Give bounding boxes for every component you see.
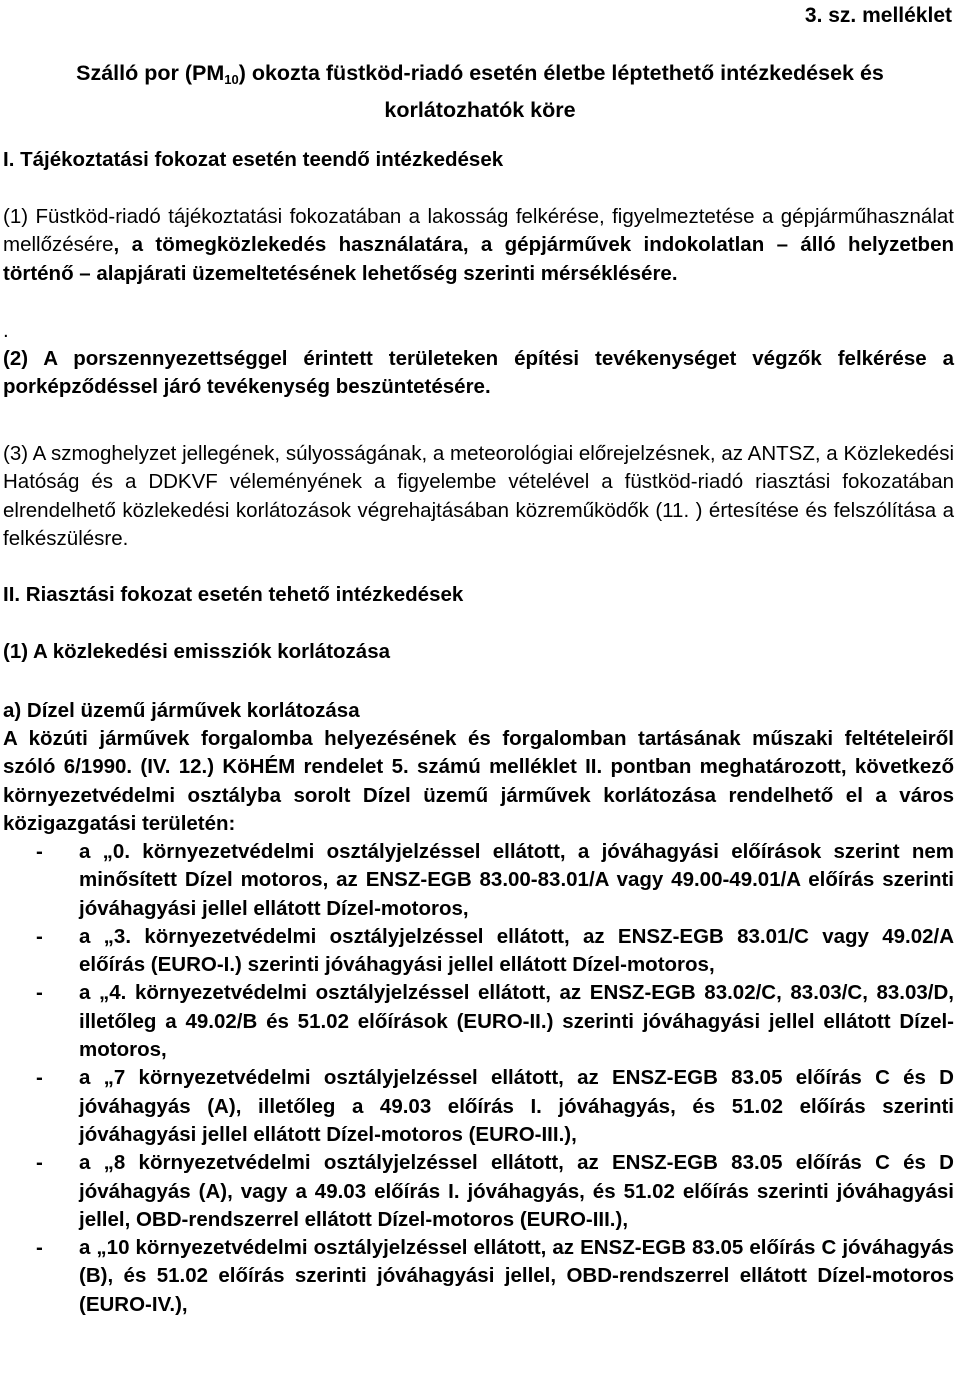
stray-dot: . [3, 319, 9, 342]
list-item [3, 1064, 954, 1149]
list-dash: - [36, 924, 43, 948]
section-2-subheading-1: (1) A közlekedési emissziók korlátozása [3, 640, 391, 663]
list-dash: - [36, 1236, 43, 1260]
list-item [3, 1234, 954, 1319]
list-dash: - [36, 1151, 43, 1175]
annex-label: 3. sz. melléklet [804, 4, 952, 27]
list-item [3, 1149, 954, 1234]
section-1-paragraph-3: (3) A szmoghelyzet jellegének, súlyosságának, a meteorológiai előrejelzésnek, az ANTSZ, a Közlekedési Hatóság és a DDKVF véleményének a figyelembe vételével a füstköd-riadó riasztási fokozatában elrendelhető közlekedési korlátozások végrehajtásában közreműködők (11. ) értesítése és felszólítása a felkészülésre. [3, 442, 954, 550]
document-title [0, 58, 960, 126]
list-dash: - [36, 981, 43, 1005]
title-text-post: ) okozta füstköd-riadó esetén életbe léptethető intézkedések és [238, 61, 884, 85]
list-item [3, 838, 954, 923]
list-dash: - [36, 840, 43, 863]
list-item-text: a „7 környezetvédelmi osztályjelzéssel ellátott, az ENSZ-EGB 83.05 előírás C és D jóváhagyás (A), illetőleg a 49.03 előírás I. jóváhagyás, és 51.02 előírás szerinti jóváhagyási jellel ellátott Dízel-motoros (EURO-III.), [79, 1066, 954, 1146]
list-item [3, 923, 954, 980]
list-item-text: a „3. környezetvédelmi osztályjelzéssel ellátott, az ENSZ-EGB 83.01/C vagy 49.02/A előírás (EURO-I.) szerinti jóváhagyási jellel ellátott Dízel-motoros, [79, 924, 954, 977]
list-item-text: a „8 környezetvédelmi osztályjelzéssel ellátott, az ENSZ-EGB 83.05 előírás C és D jóváhagyás (A), vagy a 49.03 előírás I. jóváhagyás, és 51.02 előírás szerinti jóváhagyási jellel, OBD-rendszerrel ellátott Dízel-motoros (EURO-III.), [79, 1151, 954, 1231]
paragraph-1-bold-text: , a tömegközlekedés használatára, a gépjárművek indokolatlan – álló helyzetben történő – alapjárati üzemeltetésének lehetőség szerinti mérséklésére. [3, 233, 954, 285]
list-dash: - [36, 1066, 43, 1090]
title-line-2: korlátozhatók köre [384, 98, 576, 122]
title-subscript: 10 [224, 72, 239, 87]
paragraph-1-normal-text: (1) Füstköd-riadó tájékoztatási fokozatában a lakosság felkérése, figyelmeztetése a gépjárműhasználat mellőzésére [3, 205, 954, 257]
title-text-pre: Szálló por (PM [76, 61, 225, 85]
section-1-paragraph-1 [3, 203, 954, 288]
list-item-text: a „0. környezetvédelmi osztályjelzéssel ellátott, a jóváhagyási előírások szerint nem minősített Dízel motoros, az ENSZ-EGB 83.00-83.01/A vagy 49.00-49.01/A előírás szerinti jóváhagyási jellel ellátott Dízel-motoros, [79, 840, 954, 920]
section-1-paragraph-2: (2) A porszennyezettséggel érintett területeken építési tevékenységet végzők felkérése a porképződéssel járó tevékenység beszüntetésére. [3, 347, 954, 399]
diesel-class-list [3, 838, 954, 1319]
diesel-restriction-intro: A közúti járművek forgalomba helyezésének és forgalomban tartásának műszaki feltételeiről szóló 6/1990. (IV. 12.) KöHÉM rendelet 5. számú melléklet II. pontban meghatározott, következő környezetvédelmi osztályba sorolt Dízel üzemű járművek korlátozása rendelhető el a város közigazgatási területén: [3, 727, 954, 835]
list-item-text: a „10 környezetvédelmi osztályjelzéssel ellátott, az ENSZ-EGB 83.05 előírás C jóváhagyás (B), és 51.02 előírás szerinti jóváhagyási jellel, OBD-rendszerrel ellátott Dízel-motoros (EURO-IV.), [79, 1236, 954, 1316]
section-2-subheading-a: a) Dízel üzemű járművek korlátozása [3, 699, 360, 722]
list-item [3, 979, 954, 1064]
section-1-heading: I. Tájékoztatási fokozat esetén teendő intézkedések [3, 148, 504, 171]
section-2-heading: II. Riasztási fokozat esetén tehető intézkedések [3, 583, 464, 606]
list-item-text: a „4. környezetvédelmi osztályjelzéssel ellátott, az ENSZ-EGB 83.02/C, 83.03/C, 83.03/D, illetőleg a 49.02/B és 51.02 előírások (EURO-II.) szerinti jóváhagyási jellel ellátott Dízel-motoros, [79, 981, 954, 1062]
